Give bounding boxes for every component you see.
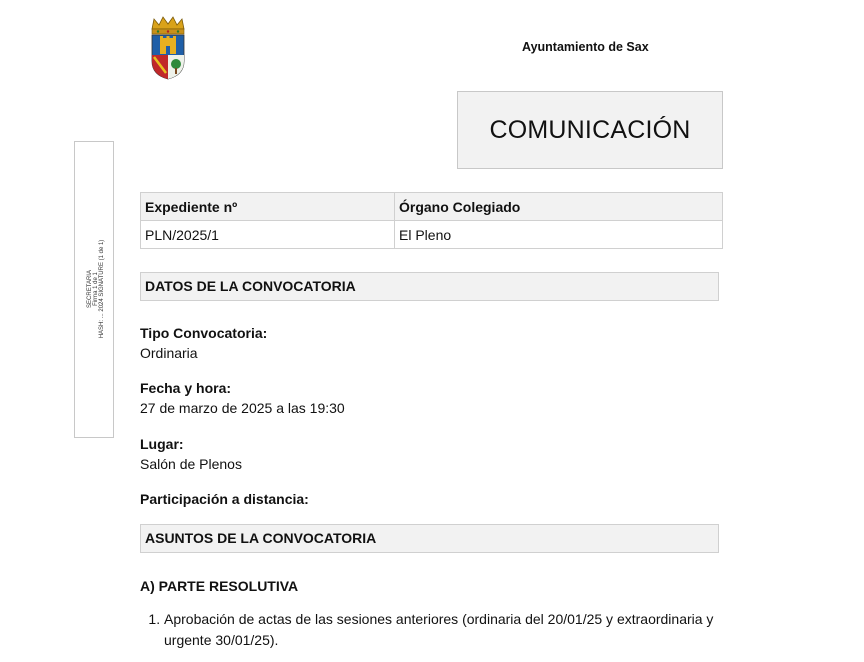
table-header-row [141,193,723,221]
tipo-field [140,323,267,363]
participacion-field [140,489,309,509]
header-organo: Órgano Colegiado [395,193,723,221]
stamp-line-3: HASH: ... 2024 SIGNATURE (1 de 1) [99,239,105,339]
stamp-line-2: Firma 1 de 1 [93,272,99,306]
municipality-name: Ayuntamiento de Sax [522,40,649,54]
lugar-value: Salón de Plenos [140,456,242,472]
stamp-line-1: SECRETARIA [87,270,93,308]
signature-stamp-text [87,142,105,436]
document-type-title [457,91,723,169]
table-row [141,221,723,249]
expediente-value: PLN/2025/1 [141,221,395,249]
expediente-table [140,192,723,249]
participacion-label: Participación a distancia: [140,491,309,507]
lugar-field [140,434,242,474]
tipo-value: Ordinaria [140,345,198,361]
municipal-crest-icon [148,15,188,81]
parte-resolutiva-title: A) PARTE RESOLUTIVA [140,578,299,594]
asuntos-section-title: ASUNTOS DE LA CONVOCATORIA [140,524,719,553]
fecha-label: Fecha y hora: [140,380,232,396]
lugar-label: Lugar: [140,436,184,452]
document-type-label: COMUNICACIÓN [489,115,691,144]
organo-value: El Pleno [395,221,723,249]
fecha-value: 27 de marzo de 2025 a las 19:30 [140,400,345,416]
list-item: 1. Aprobación de actas de las sesiones anteriores (ordinaria del 20/01/25 y extraordinaria y urgente 30/01/25). [164,609,729,651]
agenda-list [148,609,729,651]
datos-section-title: DATOS DE LA CONVOCATORIA [140,272,719,301]
header-expediente: Expediente nº [141,193,395,221]
tipo-label: Tipo Convocatoria: [140,325,268,341]
fecha-field [140,378,345,418]
signature-stamp [74,141,114,438]
